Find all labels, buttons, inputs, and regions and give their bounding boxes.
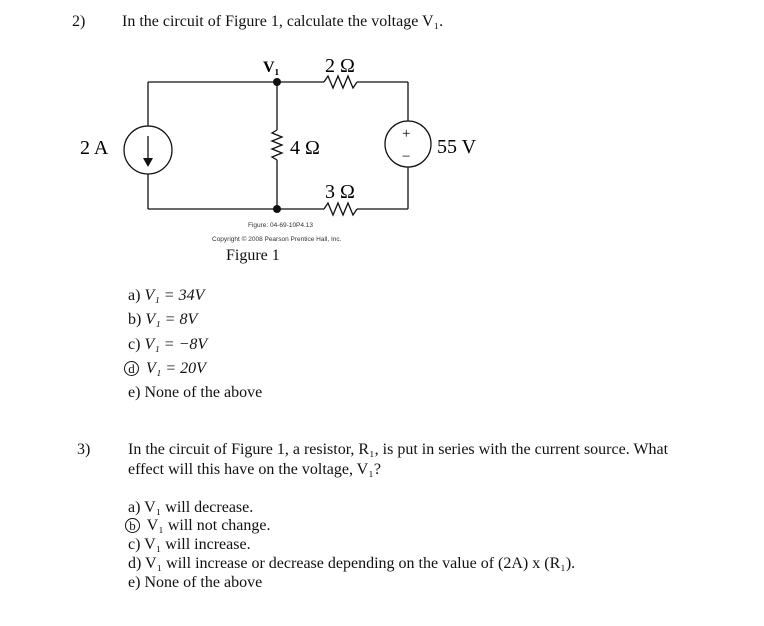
q2-option-d-text: V₁ = 20V	[146, 360, 206, 377]
node-label-v1: V₁	[263, 59, 280, 76]
figure-credit-line-1: Figure: 04-69-10P4.13	[248, 222, 314, 229]
q2-option-c-letter: c)	[128, 336, 141, 353]
q3-option-c-text: V₁ will increase.	[144, 536, 251, 553]
q3-option-c	[128, 536, 251, 554]
label-current-source: 2 A	[80, 137, 109, 159]
current-arrow-icon	[143, 158, 153, 167]
figure-caption: Figure 1	[226, 247, 280, 264]
q2-option-a-letter: a)	[128, 287, 141, 304]
figure-credit-line-2: Copyright © 2008 Pearson Prentice Hall, Inc.	[212, 236, 342, 243]
q2-option-b	[128, 311, 197, 329]
q3-option-a-text: V₁ will decrease.	[144, 499, 254, 516]
q2-option-b-text: V₁ = 8V	[145, 311, 198, 328]
q2-option-b-letter: b)	[128, 311, 142, 328]
label-voltage-source: 55 V	[437, 136, 477, 158]
q3-option-e-letter: e)	[128, 574, 141, 591]
q3-option-b-text: V₁ will not change.	[146, 517, 271, 534]
q3-option-d-letter: d)	[128, 555, 142, 572]
q2-option-e-letter: e)	[128, 384, 141, 401]
question-2-number: 2)	[72, 13, 86, 30]
q2-option-c-text: V₁ = −8V	[144, 336, 208, 353]
question-3-line-1: In the circuit of Figure 1, a resistor, R₁, is put in series with the current source. What	[128, 441, 669, 458]
q2-option-c	[128, 336, 207, 354]
q2-option-d	[124, 360, 206, 378]
plus-sign: +	[402, 126, 411, 142]
q3-option-b	[125, 517, 271, 535]
q3-option-a-letter: a)	[128, 499, 141, 516]
minus-sign: −	[402, 149, 411, 165]
q3-option-b-circled-letter: b	[125, 518, 140, 533]
label-r-bottom: 3 Ω	[325, 181, 355, 203]
label-r-mid: 4 Ω	[290, 137, 320, 159]
q3-option-e	[128, 574, 262, 592]
q3-option-d-text: V₁ will increase or decrease depending on the value of (2A) x (R₁).	[145, 555, 576, 572]
q3-option-d	[128, 555, 575, 573]
node-dot-bottom	[273, 205, 281, 213]
q3-option-c-letter: c)	[128, 536, 141, 553]
circuit-figure	[0, 0, 764, 270]
q2-option-d-circled-letter: d	[124, 361, 139, 376]
q2-option-e	[128, 384, 262, 402]
node-dot-top	[273, 78, 281, 86]
q2-option-a	[128, 287, 204, 305]
question-2-text: In the circuit of Figure 1, calculate the voltage V₁.	[122, 13, 444, 30]
q2-option-e-text: None of the above	[144, 384, 263, 401]
question-3-line-2: effect will this have on the voltage, V₁?	[128, 461, 381, 478]
q3-option-e-text: None of the above	[144, 574, 263, 591]
q3-option-a	[128, 499, 253, 517]
q2-option-a-text: V₁ = 34V	[144, 287, 205, 304]
question-3-number: 3)	[77, 441, 91, 458]
label-r-top: 2 Ω	[325, 55, 355, 77]
